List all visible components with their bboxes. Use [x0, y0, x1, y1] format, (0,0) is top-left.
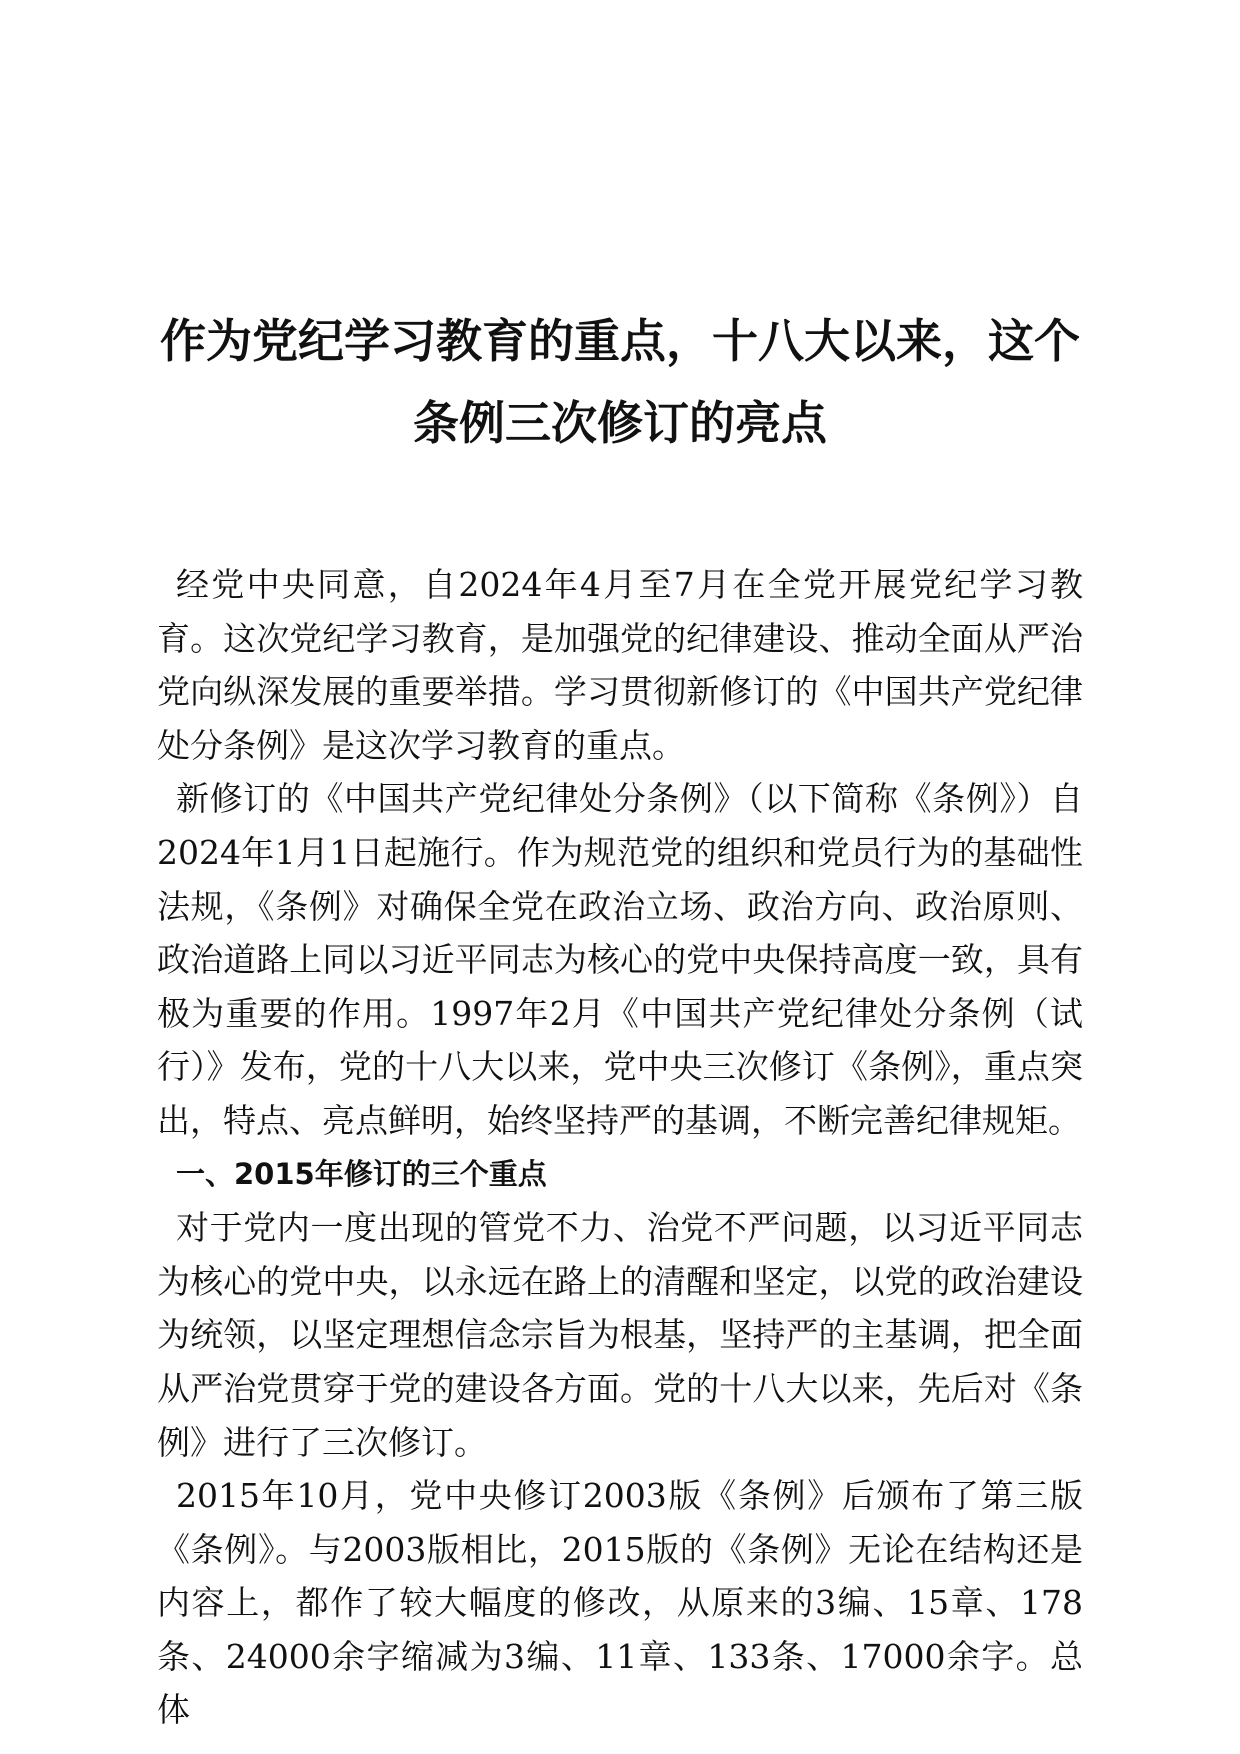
document-title: [155, 300, 1085, 464]
title-line-2: 条例三次修订的亮点: [413, 396, 827, 450]
document-body: [157, 558, 1083, 1737]
paragraph-section1-1: 对于党内一度出现的管党不力、治党不严问题，以习近平同志为核心的党中央，以永远在路上的清醒和坚定，以党的政治建设为统领，以坚定理想信念宗旨为根基，坚持严的主基调，把全面从严治党贯穿于党的建设各方面。党的十八大以来，先后对《条例》进行了三次修订。: [157, 1208, 1083, 1462]
title-line-1: 作为党纪学习教育的重点，十八大以来，这个: [160, 314, 1080, 368]
section-heading-2015: 一、2015年修订的三个重点: [176, 1156, 547, 1191]
paragraph-background: 新修订的《中国共产党纪律处分条例》（以下简称《条例》）自2024年1月1日起施行。作为规范党的组织和党员行为的基础性法规，《条例》对确保全党在政治立场、政治方向、政治原则、政治道路上同以习近平同志为核心的党中央保持高度一致，具有极为重要的作用。1997年2月《中国共产党纪律处分条例（试行）》发布，党的十八大以来，党中央三次修订《条例》，重点突出，特点、亮点鲜明，始终坚持严的基调，不断完善纪律规矩。: [157, 779, 1083, 1140]
paragraph-section1-2: 2015年10月，党中央修订2003版《条例》后颁布了第三版《条例》。与2003版相比，2015版的《条例》无论在结构还是内容上，都作了较大幅度的修改，从原来的3编、15章、178条、24000余字缩减为3编、11章、133条、17000余字。总体: [157, 1476, 1083, 1730]
paragraph-intro: 经党中央同意，自2024年4月至7月在全党开展党纪学习教育。这次党纪学习教育，是加强党的纪律建设、推动全面从严治党向纵深发展的重要举措。学习贯彻新修订的《中国共产党纪律处分条例》是这次学习教育的重点。: [157, 565, 1083, 765]
